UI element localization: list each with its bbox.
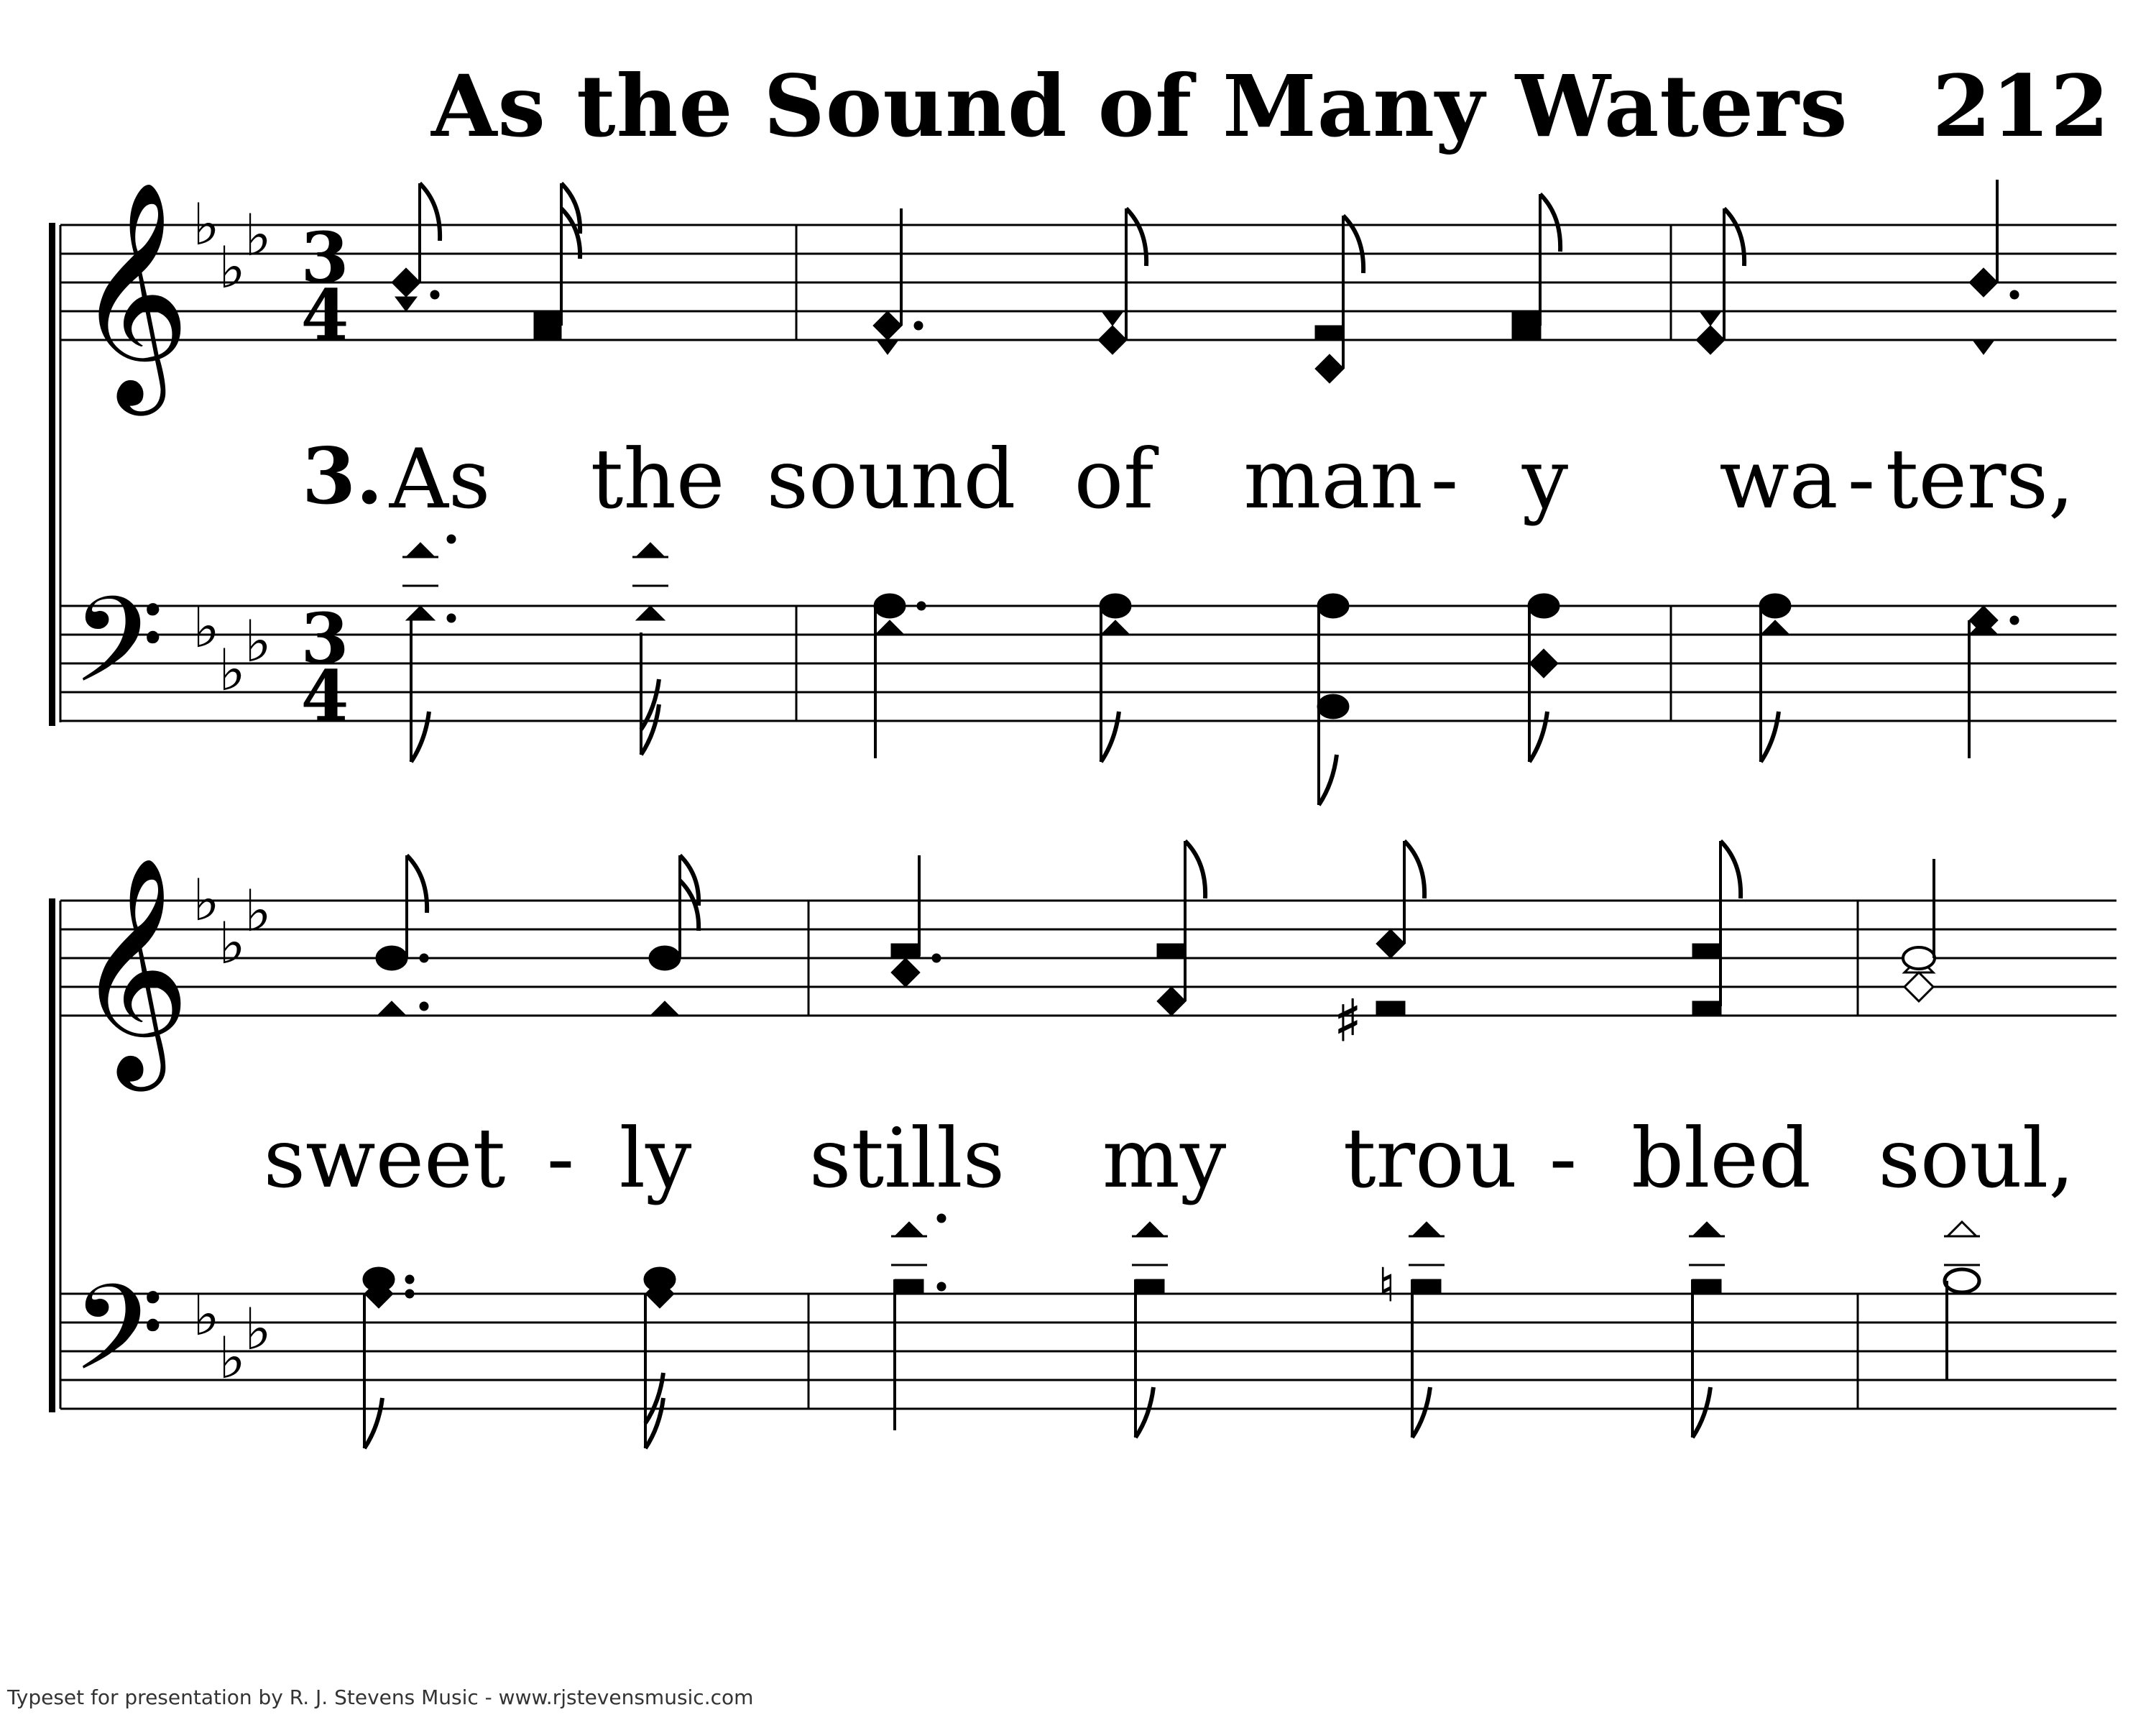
svg-text:♭: ♭	[244, 878, 272, 944]
svg-text:♮: ♮	[1378, 1259, 1395, 1312]
lyric-syllable: stills	[808, 1110, 1005, 1206]
treble-staff-2	[60, 901, 2116, 1016]
svg-text:♭: ♭	[218, 910, 246, 977]
lyric-syllable: sound	[766, 431, 1016, 527]
bass-staff-1	[60, 606, 2116, 721]
lyric-hyphen: -	[1549, 1110, 1577, 1206]
key-signature-treble-2	[193, 867, 272, 977]
key-signature-bass-1	[193, 594, 272, 704]
svg-text:♭: ♭	[244, 202, 272, 269]
svg-text:♭: ♭	[218, 637, 246, 704]
svg-text:♭: ♭	[218, 1325, 246, 1392]
svg-text:4: 4	[300, 275, 349, 356]
time-signature-bass-1	[301, 598, 349, 737]
svg-text:♭: ♭	[193, 867, 220, 934]
bass-staff-2	[60, 1294, 2116, 1409]
lyric-syllable: ly	[619, 1110, 692, 1206]
lyric-syllable: the	[590, 431, 725, 527]
bass-clef-icon: 𝄢	[72, 1259, 165, 1427]
bass-clef-icon: 𝄢	[72, 571, 165, 739]
svg-text:3: 3	[300, 598, 349, 679]
lyric-syllable: wa	[1719, 431, 1838, 527]
lyric-syllable: of	[1074, 431, 1154, 527]
bass-notes-2	[363, 1214, 1980, 1448]
svg-text:♭: ♭	[193, 1282, 220, 1348]
lyric-hyphen: -	[1430, 431, 1459, 527]
svg-text:♭: ♭	[218, 234, 246, 301]
svg-text:3: 3	[300, 217, 349, 298]
svg-text:♭: ♭	[244, 608, 272, 675]
treble-staff-1	[60, 225, 2116, 340]
lyric-syllable: sweet	[263, 1110, 506, 1206]
lyric-hyphen: -	[546, 1110, 575, 1206]
treble-clef-icon: 𝄞	[75, 179, 190, 405]
lyric-syllable: soul,	[1878, 1110, 2075, 1206]
treble-notes-2	[376, 841, 1935, 1054]
key-signature-treble-1	[193, 191, 272, 301]
lyric-syllable: trou	[1342, 1110, 1518, 1206]
treble-clef-icon: 𝄞	[75, 855, 190, 1081]
lyric-syllable: my	[1102, 1110, 1227, 1206]
key-signature-bass-2	[193, 1282, 272, 1392]
svg-text:♭: ♭	[193, 191, 220, 258]
time-signature-treble-1	[301, 217, 349, 356]
lyric-syllable: y	[1521, 431, 1569, 527]
svg-text:♭: ♭	[244, 1296, 272, 1363]
svg-text:4: 4	[300, 656, 349, 737]
lyric-syllable: As	[389, 431, 491, 527]
lyric-syllable: man	[1243, 431, 1423, 527]
song-title: As the Sound of Many Waters	[431, 56, 1848, 156]
lyrics-line-2	[0, 1110, 2156, 1211]
lyric-syllable: bled	[1631, 1110, 1811, 1206]
typesetter-credit: Typeset for presentation by R. J. Stevens Music - www.rjstevensmusic.com	[7, 1685, 754, 1709]
hymn-number: 212	[1932, 56, 2109, 156]
lyric-hyphen: -	[1847, 431, 1876, 527]
svg-text:♭: ♭	[193, 594, 220, 661]
svg-text:♯: ♯	[1334, 988, 1362, 1054]
lyrics-line-1	[0, 431, 2156, 532]
bass-notes-1	[402, 535, 2019, 805]
verse-number: 3.	[302, 431, 383, 522]
lyric-syllable: ters,	[1885, 431, 2075, 527]
